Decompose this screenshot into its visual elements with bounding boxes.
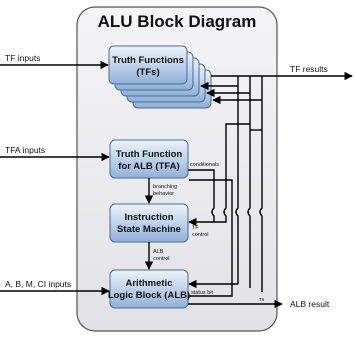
conditionals-label: conditionals (190, 162, 220, 168)
tfa-inputs-label: TFA inputs (5, 145, 46, 155)
branching-label-line1: branching (153, 184, 178, 190)
branching-label-line2: behavior (153, 191, 175, 197)
tf-control-line1: TF (192, 225, 199, 231)
alb-control-line1: ALB (153, 249, 164, 255)
ism-label-line2: State Machine (117, 224, 181, 235)
ism-label-line1: Instruction (124, 212, 174, 223)
tfa-label-line2: for ALB (TFA) (118, 161, 180, 172)
tf-control-line2: control (192, 232, 209, 238)
tf-results-label: TF results (290, 64, 328, 74)
tf-inputs-label: TF inputs (5, 53, 41, 63)
alb-inputs-label: A, B, M, CI inputs (5, 279, 72, 289)
t6-label: T6 (259, 297, 265, 302)
alb-label-line1: Arithmetic (125, 278, 173, 289)
status-bit-label: status bit (191, 290, 214, 296)
tf-label-line2: (TFs) (136, 67, 160, 78)
tfa-label-line1: Truth Function (115, 149, 183, 160)
instruction-state-machine-block (110, 204, 188, 242)
tfa-block (110, 140, 188, 178)
diagram-title: ALU Block Diagram (97, 12, 257, 31)
alb-control-line2: control (153, 256, 170, 262)
alb-block (108, 270, 190, 308)
tf-label-line1: Truth Functions (112, 55, 184, 66)
alb-label-line2: Logic Block (ALB) (107, 290, 191, 301)
alb-result-label: ALB result (290, 299, 330, 309)
